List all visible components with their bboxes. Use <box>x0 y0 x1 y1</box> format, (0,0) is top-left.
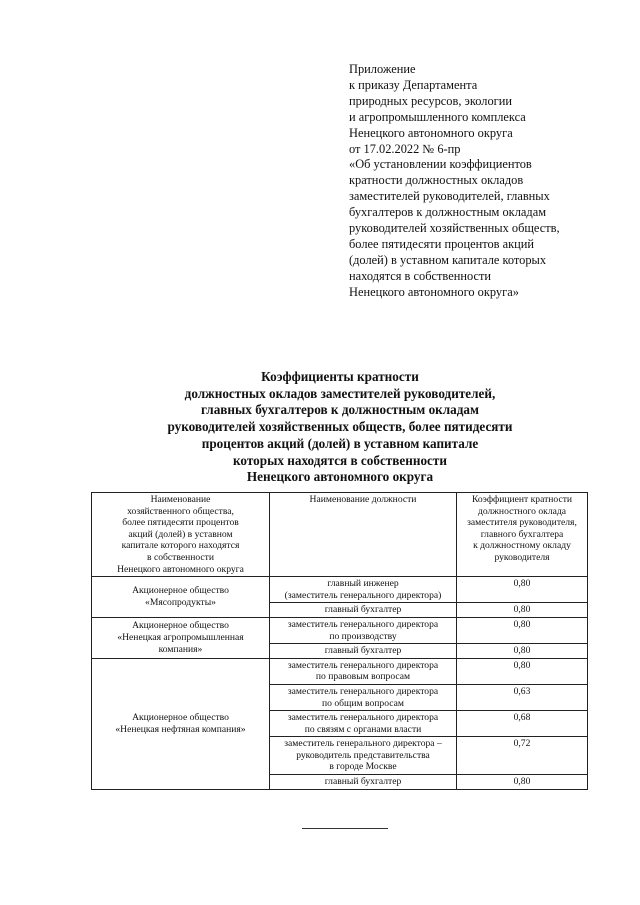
coefficient-cell: 0,80 <box>457 775 588 790</box>
org-name-line: Акционерное общество <box>132 620 229 632</box>
coefficient-cell: 0,68 <box>457 711 588 737</box>
header-line: более пятидесяти процентов <box>122 517 239 529</box>
coefficients-table <box>91 492 588 790</box>
position-cell <box>270 617 457 643</box>
appendix-line: руководителей хозяйственных обществ, <box>349 221 560 236</box>
position-cell <box>270 684 457 710</box>
position-line: заместитель генерального директора – <box>284 738 442 750</box>
position-cell <box>270 658 457 684</box>
appendix-line: (долей) в уставном капитале которых <box>349 252 547 267</box>
header-line: Ненецкого автономного округа <box>117 563 244 575</box>
org-name-line: Акционерное общество <box>132 712 229 724</box>
header-line: Коэффициент кратности <box>471 494 573 505</box>
title-line: должностных окладов заместителей руководителей, <box>184 385 496 401</box>
org-name-line: «Ненецкая агропромышленная <box>117 632 244 644</box>
appendix-line: и агропромышленного комплекса <box>349 109 526 124</box>
appendix-line: Приложение <box>349 62 416 76</box>
appendix-line: кратности должностных окладов <box>349 173 524 188</box>
appendix-line: находятся в собственности <box>349 268 492 283</box>
header-line: к должностному окладу <box>473 540 571 552</box>
title-line: руководителей хозяйственных обществ, более пятидесяти <box>167 419 513 435</box>
header-line: руководителя <box>494 551 550 563</box>
appendix-line: Ненецкого автономного округа» <box>349 284 519 299</box>
table-row <box>92 577 588 603</box>
position-line: главный бухгалтер <box>324 645 402 657</box>
position-line: главный бухгалтер <box>324 604 402 616</box>
coefficient-cell: 0,80 <box>457 644 588 659</box>
header-line: главного бухгалтера <box>480 528 564 540</box>
position-cell <box>270 577 457 603</box>
position-line: (заместитель генерального директора) <box>284 589 442 601</box>
title-line: процентов акций (долей) в уставном капитале <box>201 435 479 451</box>
header-line: заместителя руководителя, <box>467 517 577 529</box>
header-line: Наименование <box>150 494 211 505</box>
org-name-line: «Ненецкая нефтяная компания» <box>115 723 246 735</box>
position-line: по общим вопросам <box>322 697 404 709</box>
position-line: заместитель генерального директора <box>287 712 439 724</box>
org-name-cell <box>92 617 270 658</box>
appendix-line: более пятидесяти процентов акций <box>349 236 535 251</box>
end-separator-line <box>302 828 388 829</box>
coefficient-cell: 0,80 <box>457 617 588 643</box>
header-line: капитале которого находятся <box>121 540 240 552</box>
appendix-line: заместителей руководителей, главных <box>349 189 550 204</box>
header-line: акций (долей) в уставном <box>128 528 233 540</box>
header-line: хозяйственного общества, <box>127 505 234 517</box>
header-position <box>270 493 457 577</box>
appendix-line: к приказу Департамента <box>349 77 478 92</box>
appendix-line: «Об установлении коэффициентов <box>349 157 532 172</box>
title-line: которых находятся в собственности <box>233 452 447 468</box>
org-name-line: Акционерное общество <box>132 585 229 597</box>
org-name-cell <box>92 577 270 618</box>
header-line: в собственности <box>147 551 214 563</box>
appendix-line: бухгалтеров к должностным окладам <box>349 205 547 220</box>
coefficient-cell: 0,80 <box>457 658 588 684</box>
position-line: руководитель представительства <box>296 749 430 761</box>
header-org-name <box>92 493 270 577</box>
table-row <box>92 658 588 684</box>
table-row <box>92 617 588 643</box>
position-cell <box>270 644 457 659</box>
position-line: по производству <box>329 630 397 642</box>
position-line: по правовым вопросам <box>315 671 411 683</box>
appendix-line: природных ресурсов, экологии <box>349 93 512 108</box>
org-name-cell <box>92 658 270 789</box>
position-cell <box>270 775 457 790</box>
coefficient-cell: 0,72 <box>457 737 588 775</box>
position-line: заместитель генерального директора <box>287 659 439 671</box>
position-cell <box>270 711 457 737</box>
org-name-line: «Мясопродукты» <box>145 597 216 609</box>
table-header-row <box>92 493 588 577</box>
position-cell <box>270 603 457 618</box>
position-line: главный бухгалтер <box>324 776 402 788</box>
appendix-line: Ненецкого автономного округа <box>349 125 513 140</box>
position-line: главный инженер <box>327 578 399 590</box>
position-line: по связям с органами власти <box>304 723 422 735</box>
coefficient-cell: 0,80 <box>457 603 588 618</box>
coefficient-cell: 0,63 <box>457 684 588 710</box>
appendix-block <box>349 62 609 301</box>
header-coefficient <box>457 493 588 577</box>
header-line: должностного оклада <box>477 505 567 517</box>
title-line: Коэффициенты кратности <box>261 369 419 384</box>
org-name-line: компания» <box>158 643 203 655</box>
position-cell <box>270 737 457 775</box>
position-line: в городе Москве <box>329 761 397 773</box>
position-line: заместитель генерального директора <box>287 618 439 630</box>
document-title <box>90 369 590 486</box>
coefficient-cell: 0,80 <box>457 577 588 603</box>
header-line: Наименование должности <box>309 494 417 505</box>
appendix-line: от 17.02.2022 № 6-пр <box>349 141 461 156</box>
title-line: Ненецкого автономного округа <box>246 469 434 485</box>
position-line: заместитель генерального директора <box>287 685 439 697</box>
title-line: главных бухгалтеров к должностным окладам <box>200 402 480 418</box>
